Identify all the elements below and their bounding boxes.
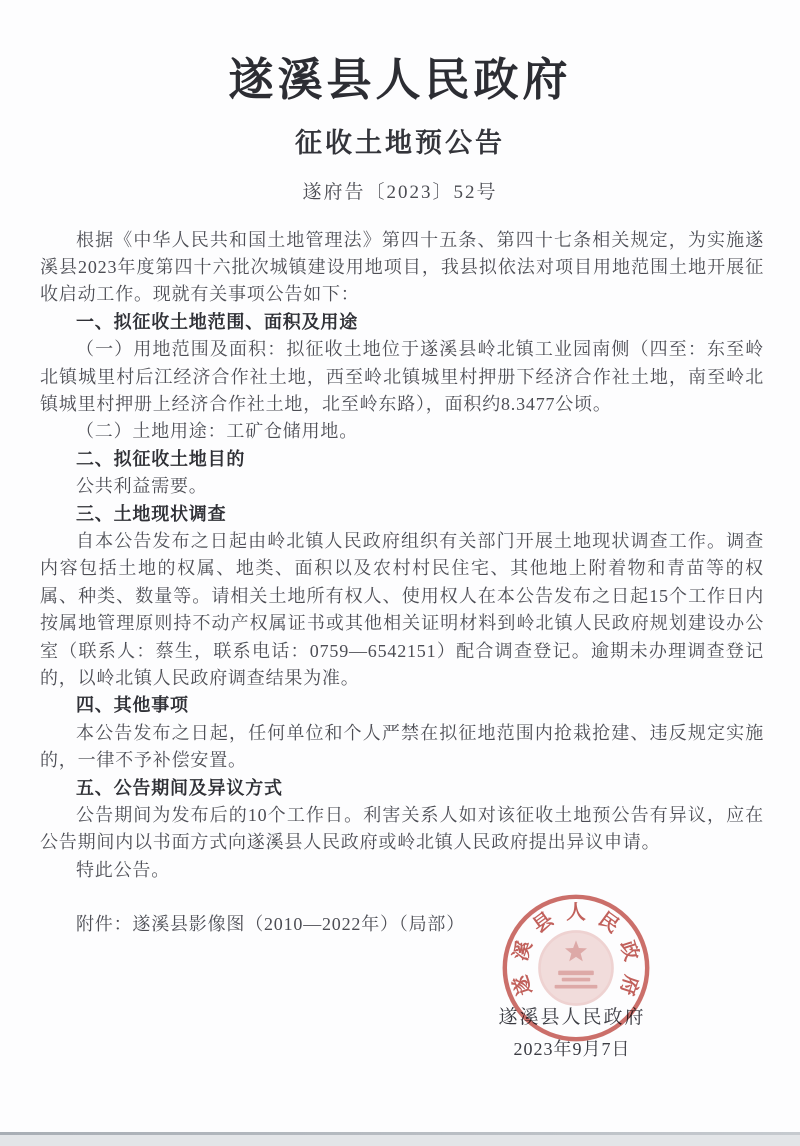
closing-statement: 特此公告。 xyxy=(76,859,170,880)
signature-date: 2023年9月7日 xyxy=(513,1039,631,1059)
section-1-heading: 一、拟征收土地范围、面积及用途 xyxy=(76,311,358,332)
section-5-paragraph-1: 公告期间为发布后的10个工作日。利害关系人如对该征收土地预公告有异议，应在公告期间内以书面方式向遂溪县人民政府或岭北镇人民政府提出异议申请。 xyxy=(40,805,764,853)
national-emblem-icon xyxy=(540,932,613,1005)
section-4-paragraph-1: 本公告发布之日起，任何单位和个人严禁在拟征地范围内抢栽抢建、违反规定实施的，一律不予补偿安置。 xyxy=(40,722,764,771)
seal-arc-char: 溪 xyxy=(510,938,537,964)
section-3-paragraph-1: 自本公告发布之日起由岭北镇人民政府组织有关部门开展土地现状调查工作。调查内容包括土地的权属、地类、面积以及农村村民住宅、其他地上附着物和青苗等的权属、种类、数量等。请相关土地所有权人、使用权人在本公告发布之日起15个工作日内按属地管理原则持不动产权属证书或其他相关证明材料到岭北镇人民政府规划建设办公室（联系人：蔡生，联系电话：0759—6542151）配合调查登记。逾期未办理调查登记的，以岭北镇人民政府调查结果为准。 xyxy=(40,530,764,688)
seal-arc-char: 县 xyxy=(529,909,558,938)
section-3-heading: 三、土地现状调查 xyxy=(76,503,227,524)
section-5-heading: 五、公告期间及异议方式 xyxy=(76,777,283,798)
section-2-heading: 二、拟征收土地目的 xyxy=(76,448,246,469)
document-number: 遂府告〔2023〕52号 xyxy=(302,181,498,203)
seal-arc-char: 人 xyxy=(566,902,586,924)
document-title: 遂溪县人民政府 xyxy=(228,55,572,105)
document-body xyxy=(40,227,764,939)
attachment-line: 附件：遂溪县影像图（2010—2022年）（局部） xyxy=(76,914,465,935)
section-1-paragraph-2: （二）土地用途：工矿仓储用地。 xyxy=(76,421,358,442)
document-subtitle: 征收土地预公告 xyxy=(295,127,505,158)
official-seal xyxy=(487,879,665,1057)
signature-name: 遂溪县人民政府 xyxy=(498,1007,646,1028)
section-2-paragraph-1: 公共利益需要。 xyxy=(76,476,208,497)
seal-arc-char: 政 xyxy=(615,938,642,964)
section-1-paragraph-1: （一）用地范围及面积：拟征收土地位于遂溪县岭北镇工业园南侧（四至：东至岭北镇城里村后江经济合作社土地，西至岭北镇城里村押册下经济合作社土地，南至岭北镇城里村押册上经济合作社土地，北至岭东路），面积约8.3477公顷。 xyxy=(40,339,764,414)
document-header xyxy=(0,56,800,204)
section-4-heading: 四、其他事项 xyxy=(76,695,189,716)
seal-arc-char: 遂 xyxy=(510,972,537,998)
seal-arc-char: 府 xyxy=(615,972,642,998)
scanner-background xyxy=(0,1135,800,1146)
intro-paragraph: 根据《中华人民共和国土地管理法》第四十五条、第四十七条相关规定，为实施遂溪县2023年度第四十六批次城镇建设用地项目，我县拟依法对项目用地范围土地开展征收启动工作。现就有关事项公告如下： xyxy=(40,229,764,305)
seal-arc-char: 民 xyxy=(594,909,623,938)
